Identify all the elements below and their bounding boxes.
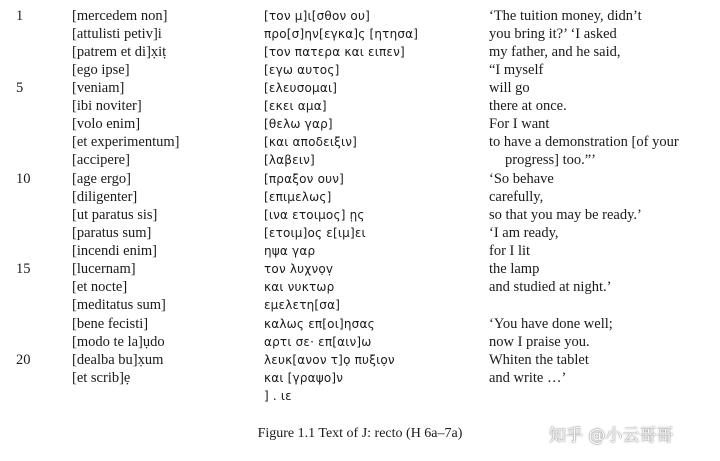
english-text: and studied at night.’ [489, 279, 612, 295]
greek-text: [τον μ]ι[σθον ου] [264, 9, 370, 23]
latin-text: [age ergo] [72, 171, 131, 187]
text-row [0, 260, 720, 278]
greek-text: ηψα γαρ [264, 244, 316, 258]
line-number: 10 [16, 171, 31, 187]
greek-text: [εκει αμα] [264, 99, 327, 113]
latin-text: [paratus sum] [72, 225, 152, 241]
latin-text: [accipere] [72, 152, 130, 168]
greek-text: [και αποδειξιν] [264, 135, 358, 149]
text-row [0, 188, 720, 206]
greek-text: αρτι σε· επ[αιν]ω [264, 335, 372, 349]
line-number: 5 [16, 80, 24, 96]
greek-text: προ[σ]ην[εγκα]ς [ητησα] [264, 27, 419, 41]
greek-text: και [γραψο]ν [264, 371, 344, 385]
english-text: for I lit [489, 243, 531, 259]
greek-text: και νυκτωρ [264, 280, 335, 294]
line-number: 1 [16, 8, 24, 24]
greek-text: [επιμελως] [264, 190, 332, 204]
figure-caption: Figure 1.1 Text of J: recto (H 6a–7a) [257, 426, 463, 441]
greek-text: [εγω αυτος] [264, 63, 340, 77]
text-row [0, 133, 720, 151]
line-number: 20 [16, 352, 31, 368]
text-row [0, 224, 720, 242]
english-text: ‘I am ready, [489, 225, 559, 241]
text-row [0, 25, 720, 43]
latin-text: [patrem et di]x̣iṭ [72, 44, 167, 60]
latin-text: [diligenter] [72, 189, 138, 205]
greek-text: τον λυχνọṿ [264, 262, 334, 276]
text-row [0, 61, 720, 79]
text-row [0, 79, 720, 97]
english-text: Whiten the tablet [489, 352, 589, 368]
english-text: the lamp [489, 261, 540, 277]
latin-text: [ut paratus sis] [72, 207, 158, 223]
english-text: For I want [489, 116, 550, 132]
text-row [0, 387, 720, 405]
text-row [0, 278, 720, 296]
latin-text: [volo enim] [72, 116, 141, 132]
latin-text: [veniam] [72, 80, 125, 96]
english-text: and write …’ [489, 370, 567, 386]
latin-text: [ego ipse] [72, 62, 130, 78]
text-row [0, 296, 720, 314]
latin-text: [modo te la]ụdo [72, 334, 165, 350]
greek-text: [πραξον ουν] [264, 172, 345, 186]
latin-text: [et nocte] [72, 279, 128, 295]
text-row [0, 115, 720, 133]
english-text: my father, and he said, [489, 44, 621, 60]
latin-text: [incendi enim] [72, 243, 157, 259]
english-text: carefully, [489, 189, 544, 205]
greek-text: [θελω γαρ] [264, 117, 333, 131]
text-row [0, 351, 720, 369]
text-row [0, 242, 720, 260]
greek-text: ] . ιε [264, 389, 292, 403]
latin-text: [dealba bu]x̣um [72, 352, 164, 368]
latin-text: [lucernam] [72, 261, 136, 277]
greek-text: καλως επ[οι]ησας [264, 317, 375, 331]
latin-text: [et scrib]ẹ [72, 370, 131, 386]
latin-text: [et experimentum] [72, 134, 180, 150]
text-row [0, 7, 720, 25]
greek-text: εμελετη[σα] [264, 298, 341, 312]
english-text: progress] too.”’ [505, 152, 597, 168]
text-row [0, 315, 720, 333]
greek-text: [ινα ετοιμος] ῃς [264, 208, 365, 222]
english-text: now I praise you. [489, 334, 590, 350]
english-text: ‘So behave [489, 171, 554, 187]
english-text: you bring it?’ ‘I asked [489, 26, 617, 42]
latin-text: [attulisti petiv]i [72, 26, 162, 42]
english-text: there at once. [489, 98, 567, 114]
latin-text: [bene fecisti] [72, 316, 149, 332]
watermark: 知乎 @小云哥哥 [549, 426, 674, 446]
greek-text: λευκ[ανον τ]ọ πυξιọν [264, 353, 395, 367]
greek-text: [τον πατερα και ειπεν] [264, 45, 405, 59]
english-text: so that you may be ready.’ [489, 207, 642, 223]
line-number: 15 [16, 261, 31, 277]
english-text: “I myself [489, 62, 544, 78]
greek-text: [ετοιμ]ος ε[ιμ]ει [264, 226, 366, 240]
latin-text: [ibi noviter] [72, 98, 142, 114]
english-text: ‘You have done well; [489, 316, 613, 332]
text-row [0, 97, 720, 115]
text-row [0, 43, 720, 61]
text-row [0, 151, 720, 169]
latin-text: [mercedem non] [72, 8, 168, 24]
text-row [0, 333, 720, 351]
english-text: will go [489, 80, 530, 96]
text-row [0, 170, 720, 188]
greek-text: [ελευσομαι] [264, 81, 338, 95]
text-row [0, 206, 720, 224]
english-text: ‘The tuition money, didn’t [489, 8, 642, 24]
english-text: to have a demonstration [of your [489, 134, 679, 150]
latin-text: [meditatus sum] [72, 297, 166, 313]
text-row [0, 369, 720, 387]
greek-text: [λαβειν] [264, 153, 315, 167]
